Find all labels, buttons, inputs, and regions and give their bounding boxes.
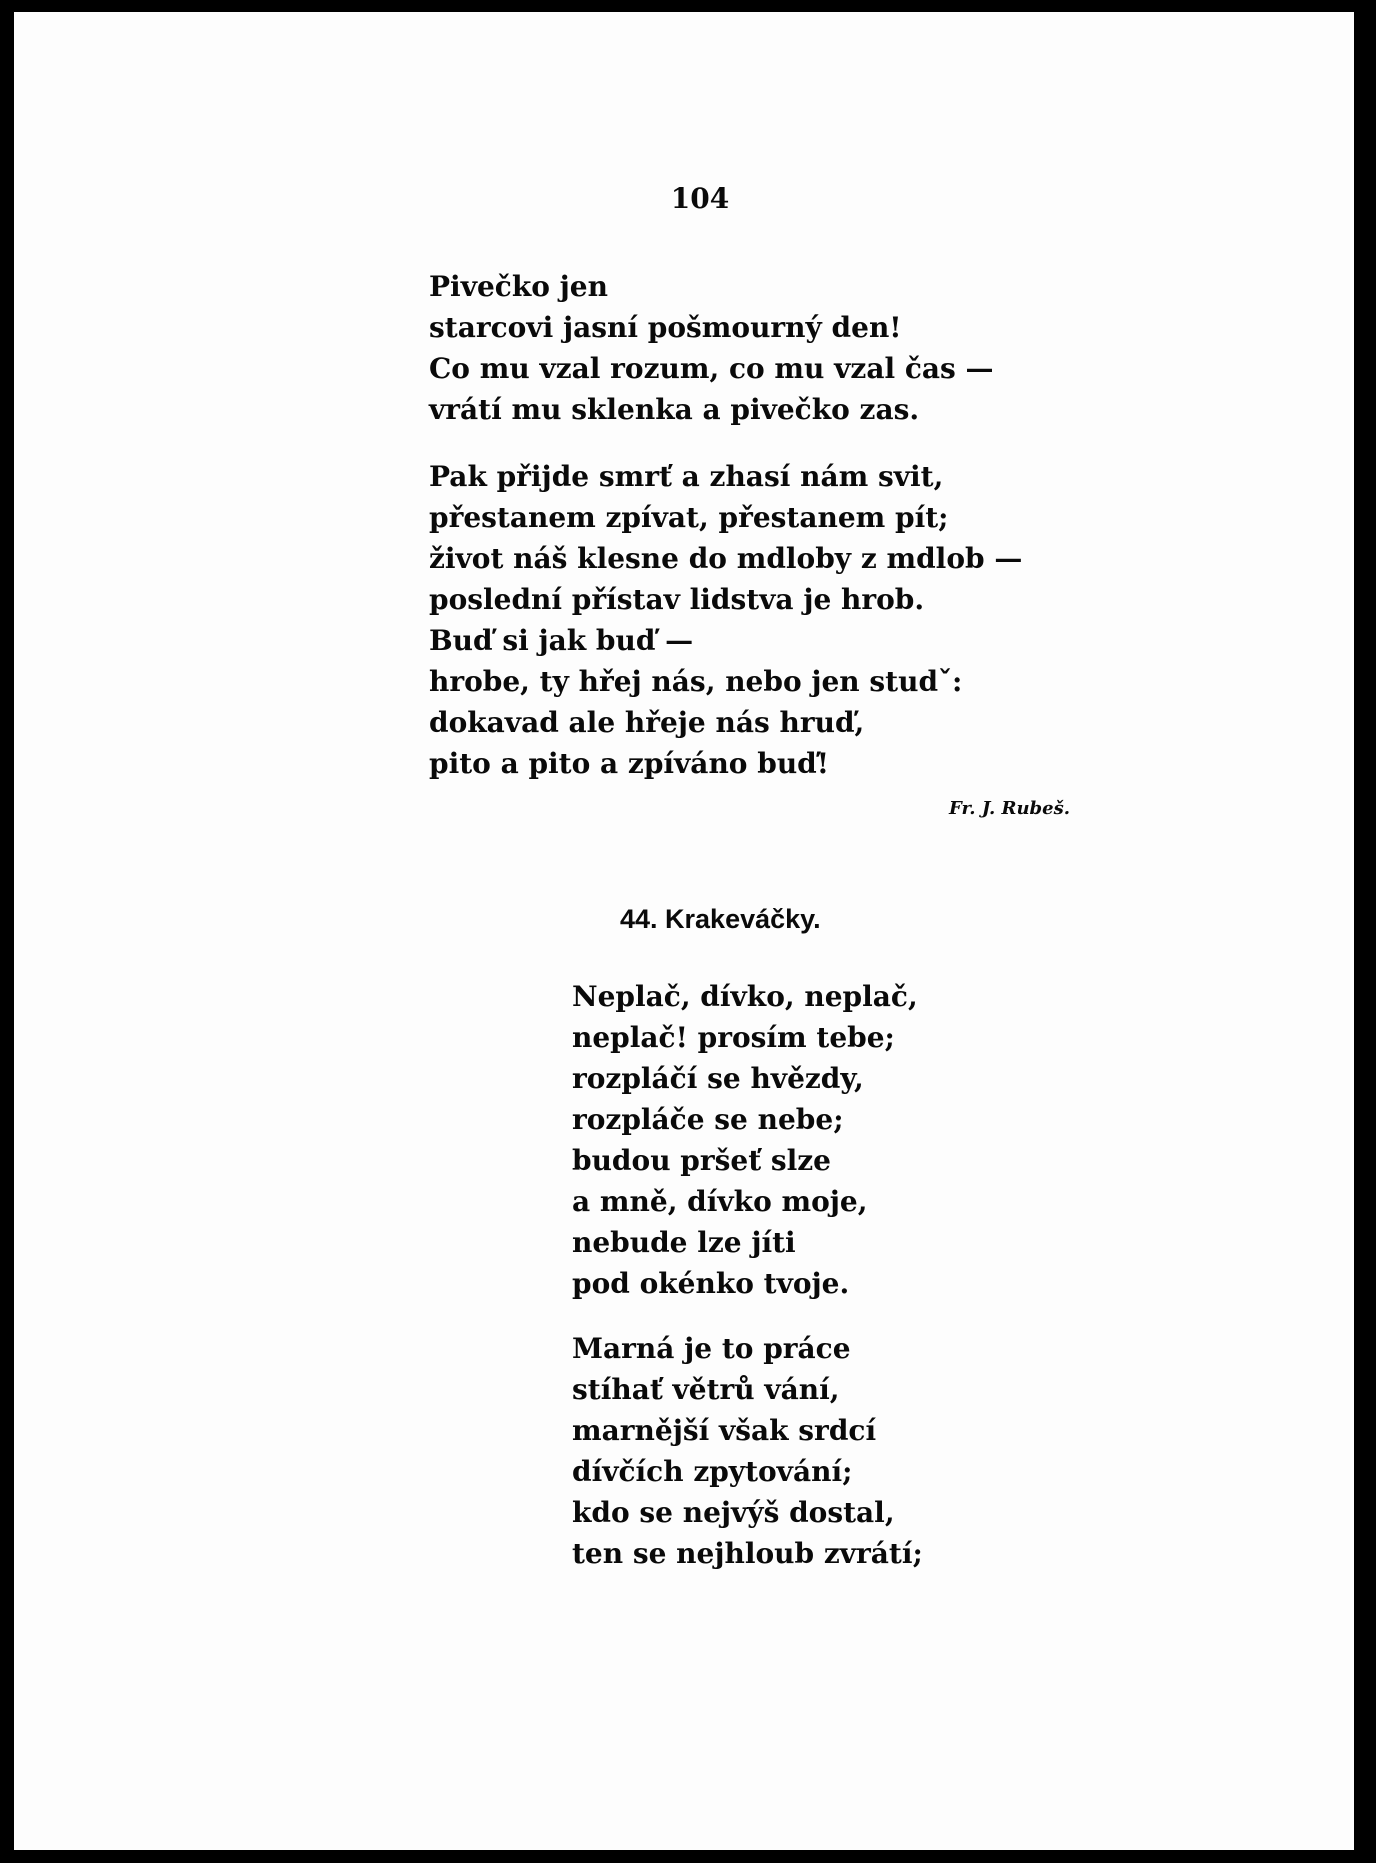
verse-line: poslední přístav lidstva je hrob. [429,583,925,616]
stanza [572,976,992,1304]
poem-drinking-song [429,266,1049,810]
poem-krakevacky [572,976,992,1598]
page-number: 104 [670,182,730,215]
author-attribution: Fr. J. Rubeš. [949,798,1070,819]
verse-line: Pak přijde smrť a zhasí nám svit, [429,460,944,493]
verse-line: ten se nejhloub zvrátí; [572,1537,923,1570]
verse-line: pito a pito a zpíváno buď! [429,747,830,780]
verse-line: přestanem zpívat, přestanem pít; [429,501,949,534]
verse-line: hrobe, ty hřej nás, nebo jen studˇ: [429,665,963,698]
verse-line: marnější však srdcí [572,1414,877,1447]
verse-line: starcovi jasní pošmourný den! [429,311,902,344]
verse-line: stíhať větrů vání, [572,1373,840,1406]
verse-line: budou pršeť slze [572,1144,831,1177]
verse-line: Co mu vzal rozum, co mu vzal čas — [429,352,994,385]
verse-line: a mně, dívko moje, [572,1185,868,1218]
verse-line: nebude lze jíti [572,1226,796,1259]
verse-line: rozpláče se nebe; [572,1103,844,1136]
verse-line: dokavad ale hřeje nás hruď, [429,706,865,739]
stanza [429,266,1049,430]
verse-line: dívčích zpytování; [572,1455,853,1488]
verse-line: život náš klesne do mdloby z mdlob — [429,542,1023,575]
verse-line: vrátí mu sklenka a pivečko zas. [429,393,920,426]
verse-line: kdo se nejvýš dostal, [572,1496,895,1529]
verse-line: pod okénko tvoje. [572,1267,850,1300]
poem-heading: 44. Krakeváčky. [620,904,821,934]
verse-line: Buď si jak buď — [429,624,694,657]
book-page [14,12,1354,1850]
verse-line: Neplač, dívko, neplač, [572,980,918,1013]
verse-line: rozpláčí se hvězdy, [572,1062,864,1095]
stanza [572,1328,992,1574]
verse-line: neplač! prosím tebe; [572,1021,895,1054]
stanza [429,456,1049,784]
verse-line: Marná je to práce [572,1332,851,1365]
verse-line: Pivečko jen [429,270,608,303]
